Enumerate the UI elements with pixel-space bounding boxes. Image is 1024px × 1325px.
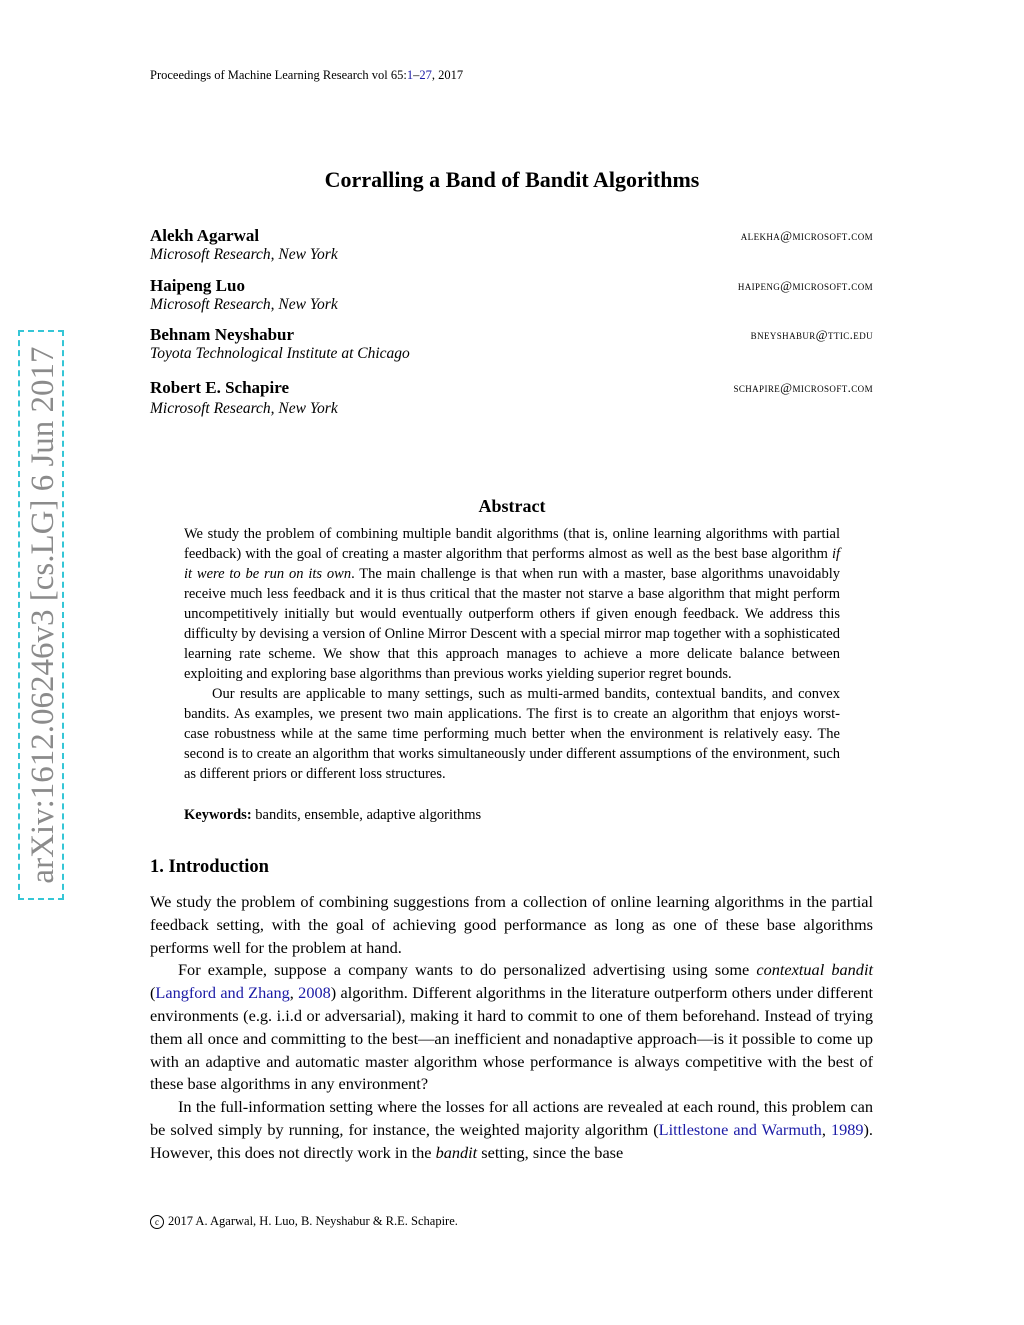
section-body	[150, 891, 873, 1165]
body-text: ) algorithm. Different algorithms in the literature outperform others under different environments (e.g. i.i.d or adversarial), making it hard to commit to one of them beforehand. Instead of trying them all once and committing to the best—an inefficient and nonadaptive approach—is it possible to come up with an adaptive and automatic master algorithm whose performance is always competitive with the best of these base algorithms in any environment?	[150, 983, 873, 1094]
body-text: ,	[289, 983, 299, 1003]
abstract-body	[184, 524, 840, 784]
author-row	[150, 226, 873, 246]
body-text: setting, since the base	[477, 1142, 624, 1162]
page-end-link[interactable]: 27	[419, 68, 432, 82]
citation-link[interactable]: Littlestone and Warmuth	[658, 1119, 822, 1139]
section-heading: 1. Introduction	[150, 857, 269, 877]
author-affiliation: Toyota Technological Institute at Chicago	[150, 345, 410, 362]
keywords	[184, 807, 481, 824]
abstract-text: We study the problem of combining multiple bandit algorithms (that is, online learning algorithms with partial feedback) with the goal of creating a master algorithm that performs almost as well as the best base algorithm	[184, 526, 840, 562]
page-range-dash: –	[413, 68, 420, 82]
proceedings-prefix: Proceedings of Machine Learning Research vol 65:	[150, 68, 407, 82]
author-row	[150, 378, 873, 398]
copyright-text: 2017 A. Agarwal, H. Luo, B. Neyshabur & R.E. Schapire.	[168, 1214, 458, 1228]
author-email: bneyshabur@ttic.edu	[750, 327, 873, 342]
citation-year-link[interactable]: 1989	[830, 1119, 864, 1139]
body-text: In the full-information setting where the losses for all actions are revealed at each round, this problem can be solved simply by running, for instance, the weighted majority algorithm (	[150, 1097, 873, 1139]
citation-link[interactable]: Langford and Zhang	[155, 983, 290, 1003]
proceedings-header	[150, 68, 463, 83]
body-text: ,	[821, 1119, 831, 1139]
body-text: (	[150, 983, 156, 1003]
abstract-text: . The main challenge is that when run with a master, base algorithms unavoidably receive much less feedback and it is thus critical that the master not starve a base algorithm that might perform uncompetitively initially but would eventually outperform others if given enough feedback. We address this difficulty by devising a version of Online Mirror Descent with a special mirror map together with a sophisticated learning rate scheme. We show that this approach manages to achieve a more delicate balance between exploiting and exploring base algorithms than previous works yielding superior regret bounds.	[184, 566, 840, 682]
abstract-emphasis: if it were to be run on its own	[184, 546, 840, 582]
author-row	[150, 276, 873, 296]
citation-year-link[interactable]: 2008	[298, 983, 331, 1003]
author-affiliation: Microsoft Research, New York	[150, 400, 338, 417]
author-affiliation: Microsoft Research, New York	[150, 246, 338, 263]
body-emphasis: bandit	[435, 1142, 478, 1162]
body-emphasis: contextual bandit	[756, 960, 873, 980]
author-email: haipeng@microsoft.com	[737, 278, 873, 293]
arxiv-stamp[interactable]	[18, 330, 64, 900]
author-name: Haipeng Luo	[150, 276, 245, 295]
body-paragraph: We study the problem of combining suggestions from a collection of online learning algorithms in the partial feedback setting, with the goal of achieving good performance as long as one of these base algorithms performs well for the problem at hand.	[150, 892, 873, 957]
proceedings-suffix: , 2017	[431, 68, 464, 82]
author-name: Behnam Neyshabur	[150, 325, 295, 344]
copyright-icon: c	[150, 1215, 164, 1229]
author-name: Robert E. Schapire	[150, 378, 289, 397]
body-paragraph	[150, 959, 873, 1096]
author-email: alekha@microsoft.com	[740, 228, 873, 243]
paper-title: Corralling a Band of Bandit Algorithms	[324, 167, 700, 192]
page-start-link[interactable]: 1	[406, 68, 414, 82]
arxiv-stamp-text: arXiv:1612.06246v3 [cs.LG] 6 Jun 2017	[25, 346, 61, 884]
copyright-footer	[150, 1214, 458, 1229]
keywords-list: bandits, ensemble, adaptive algorithms	[251, 807, 482, 823]
author-email: schapire@microsoft.com	[733, 380, 873, 395]
abstract-paragraph	[184, 524, 840, 684]
abstract-heading: Abstract	[478, 496, 546, 516]
author-affiliation: Microsoft Research, New York	[150, 296, 338, 313]
body-text: For example, suppose a company wants to do personalized advertising using some	[178, 960, 757, 980]
body-paragraph	[150, 1096, 873, 1164]
keywords-label: Keywords:	[184, 807, 252, 823]
author-name: Alekh Agarwal	[150, 226, 260, 245]
abstract-paragraph: Our results are applicable to many settings, such as multi-armed bandits, contextual bandits, and convex bandits. As examples, we present two main applications. The first is to create an algorithm that enjoys worst-case robustness while at the same time performing much better when the environment is relatively easy. The second is to create an algorithm that works simultaneously under different assumptions of the environment, such as different priors or different loss structures.	[184, 686, 840, 782]
body-text: ). However, this does not directly work in the	[150, 1119, 873, 1162]
author-row	[150, 325, 873, 345]
